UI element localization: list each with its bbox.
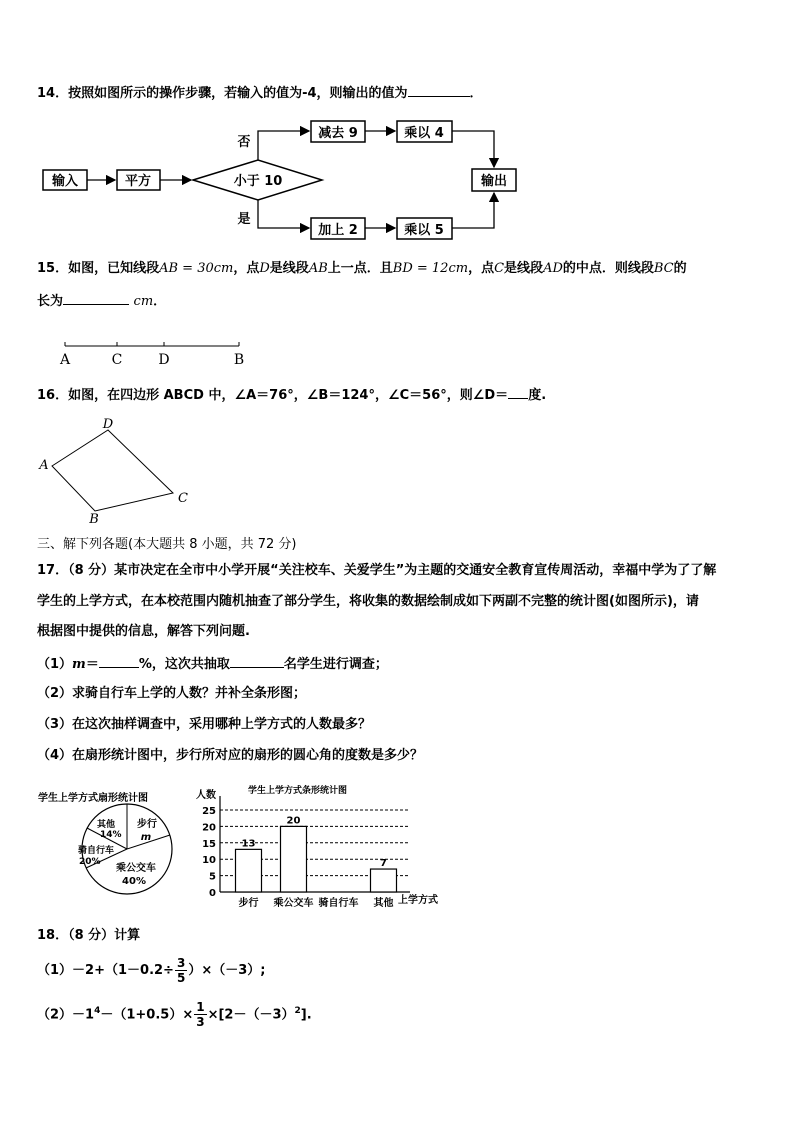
q14-text <box>37 84 483 102</box>
flow-minus9-label: 减去 9 <box>318 126 358 141</box>
q16-unit: 度. <box>528 388 547 403</box>
fraction-denominator: 3 <box>196 1015 205 1030</box>
q15-c: C <box>494 261 505 276</box>
pie-bike-label: 骑自行车 <box>78 846 115 856</box>
point-c-label: C <box>111 352 123 368</box>
q15-ad: AD <box>543 261 563 276</box>
q15-line2 <box>37 292 166 310</box>
q17-sub1-text-2: 名学生进行调查； <box>283 657 388 672</box>
q16-prompt: 16．如图，在四边形 ABCD 中，∠A＝76°，∠B＝124°，∠C＝56°，则∠D＝ <box>37 388 509 403</box>
q14-prompt: 14．按照如图所示的操作步骤，若输入的值为-4，则输出的值为 <box>37 86 408 101</box>
flow-times4-label: 乘以 4 <box>404 126 444 141</box>
q15-text-5: ，点 <box>468 261 495 276</box>
q14-period: ． <box>469 86 483 101</box>
fraction-numerator: 1 <box>196 1000 205 1015</box>
flow-condition-label: 小于 10 <box>233 174 283 189</box>
vertex-d-label: D <box>102 417 114 432</box>
q18-e2-c: ×[2－（－3） <box>207 1007 295 1023</box>
q15-answer-blank[interactable] <box>63 292 129 305</box>
q15-text-3: 是线段 <box>269 261 309 276</box>
q15-line1 <box>37 261 687 277</box>
q14-flowchart <box>0 110 794 245</box>
q18-e2-d: ]. <box>300 1007 312 1023</box>
flow-square-label: 平方 <box>124 174 152 189</box>
q15-ab-eq: AB = 30cm <box>159 261 234 276</box>
bar-chart <box>190 782 450 912</box>
point-b-label: B <box>233 352 245 368</box>
q15-ab: AB <box>308 261 328 276</box>
q15-text-10: ． <box>153 294 167 309</box>
q15-bc: BC <box>653 261 674 276</box>
pie-title: 学生上学方式扇形统计图 <box>38 793 148 804</box>
bar-value-label: 20 <box>286 815 301 827</box>
q16-answer-blank[interactable] <box>508 386 528 399</box>
q18-e1-fraction <box>175 956 187 985</box>
q17-line2: 学生的上学方式，在本校范围内随机抽查了部分学生，将收集的数据绘制成如下两副不完整的统计图(如图所示)，请 <box>37 594 699 609</box>
q17-sub3: （3）在这次抽样调查中，采用哪种上学方式的人数最多？ <box>37 717 372 732</box>
fraction-numerator: 3 <box>176 956 186 970</box>
bar-chart-ylabel: 人数 <box>196 790 216 801</box>
pie-other-label: 其他 <box>97 820 116 830</box>
flow-input-label: 输入 <box>51 174 79 189</box>
q15-unit: cm <box>133 294 154 309</box>
bar-value-label: 13 <box>241 838 256 850</box>
x-tick-label: 乘公交车 <box>273 898 314 909</box>
y-tick-label: 5 <box>209 871 216 883</box>
pie-bus-value: 40% <box>122 876 146 887</box>
q18-expr1 <box>37 956 265 986</box>
pie-chart <box>30 785 180 905</box>
pie-bike-value: 20% <box>79 857 101 867</box>
y-tick-label: 25 <box>202 806 216 817</box>
q15-text-2: ，点 <box>233 261 260 276</box>
q18-expr2 <box>37 996 312 1030</box>
pie-walk-label: 步行 <box>137 819 157 830</box>
x-tick-label: 其他 <box>373 898 394 909</box>
bar <box>236 849 262 892</box>
bar-chart-title: 学生上学方式条形统计图 <box>248 786 348 796</box>
vertex-b-label: B <box>89 512 99 527</box>
flow-no-label: 否 <box>237 135 251 150</box>
q17-line1: 17．（8 分）某市决定在全市中小学开展“关注校车、关爱学生”为主题的交通安全教育宣传周活动，幸福中学为了了解 <box>37 563 717 578</box>
fraction-denominator: 5 <box>176 971 186 985</box>
q15-segment-figure <box>55 335 255 370</box>
q16-quadrilateral-figure <box>30 413 210 528</box>
q17-sub2: （2）求骑自行车上学的人数？并补全条形图； <box>37 686 307 701</box>
q17-count-blank[interactable] <box>230 655 284 668</box>
flow-plus2-label: 加上 2 <box>318 223 358 238</box>
q18-e1-a: （1）－2+（1－0.2÷ <box>37 963 174 978</box>
q17-eq: ＝ <box>85 657 99 672</box>
section-3-heading: 三、解下列各题(本大题共 8 小题，共 72 分) <box>37 537 297 552</box>
q17-sub1-num: （1） <box>37 657 73 672</box>
vertex-a-label: A <box>39 458 49 473</box>
point-d-label: D <box>158 352 170 368</box>
x-tick-label: 步行 <box>238 898 259 909</box>
flow-yes-label: 是 <box>237 212 251 227</box>
q15-text-1: 15．如图，已知线段 <box>37 261 160 276</box>
q15-bd-eq: BD = 12cm <box>392 261 469 276</box>
q17-sub1 <box>37 655 388 673</box>
q16-text <box>37 386 546 404</box>
pie-walk-value: m <box>140 832 152 843</box>
flow-output-label: 输出 <box>480 174 508 189</box>
y-tick-label: 0 <box>209 888 216 899</box>
q15-text-7: 的中点．则线段 <box>562 261 654 276</box>
vertex-c-label: C <box>178 491 188 506</box>
q17-m-blank[interactable] <box>99 655 139 668</box>
q17-sub4: （4）在扇形统计图中，步行所对应的扇形的圆心角的度数是多少？ <box>37 748 424 763</box>
pie-bus-label: 乘公交车 <box>116 863 156 874</box>
q17-m: m <box>72 657 86 672</box>
q18-e2-a: （2）－1 <box>37 1007 95 1023</box>
q18-e2-fraction <box>194 1000 206 1029</box>
q17-sub1-text: %，这次共抽取 <box>138 657 230 672</box>
q18-heading: 18．（8 分）计算 <box>37 928 141 943</box>
q17-line3: 根据图中提供的信息，解答下列问题. <box>37 624 250 639</box>
q18-e2-exponent-2: 2 <box>294 1006 301 1016</box>
q15-d: D <box>259 261 270 276</box>
q15-text-9: 长为 <box>37 294 64 309</box>
q15-text-6: 是线段 <box>504 261 544 276</box>
bar-chart-xlabel: 上学方式 <box>398 895 438 906</box>
y-tick-label: 10 <box>202 855 216 867</box>
y-tick-label: 20 <box>202 822 216 834</box>
pie-other-value: 14% <box>100 830 122 840</box>
point-a-label: A <box>59 352 71 368</box>
x-tick-label: 骑自行车 <box>318 898 359 909</box>
bar <box>281 826 307 892</box>
y-tick-label: 15 <box>202 838 216 850</box>
q15-text-4: 上一点．且 <box>327 261 393 276</box>
q18-e2-exponent: 4 <box>94 1006 101 1016</box>
q15-text-8: 的 <box>673 261 687 276</box>
q14-answer-blank[interactable] <box>408 84 470 97</box>
q18-e1-b: ）×（－3）; <box>188 963 266 978</box>
flow-times5-label: 乘以 5 <box>404 223 444 238</box>
bar-value-label: 7 <box>380 858 387 870</box>
bar <box>371 869 397 892</box>
q18-e2-b: －（1+0.5）× <box>100 1007 194 1023</box>
